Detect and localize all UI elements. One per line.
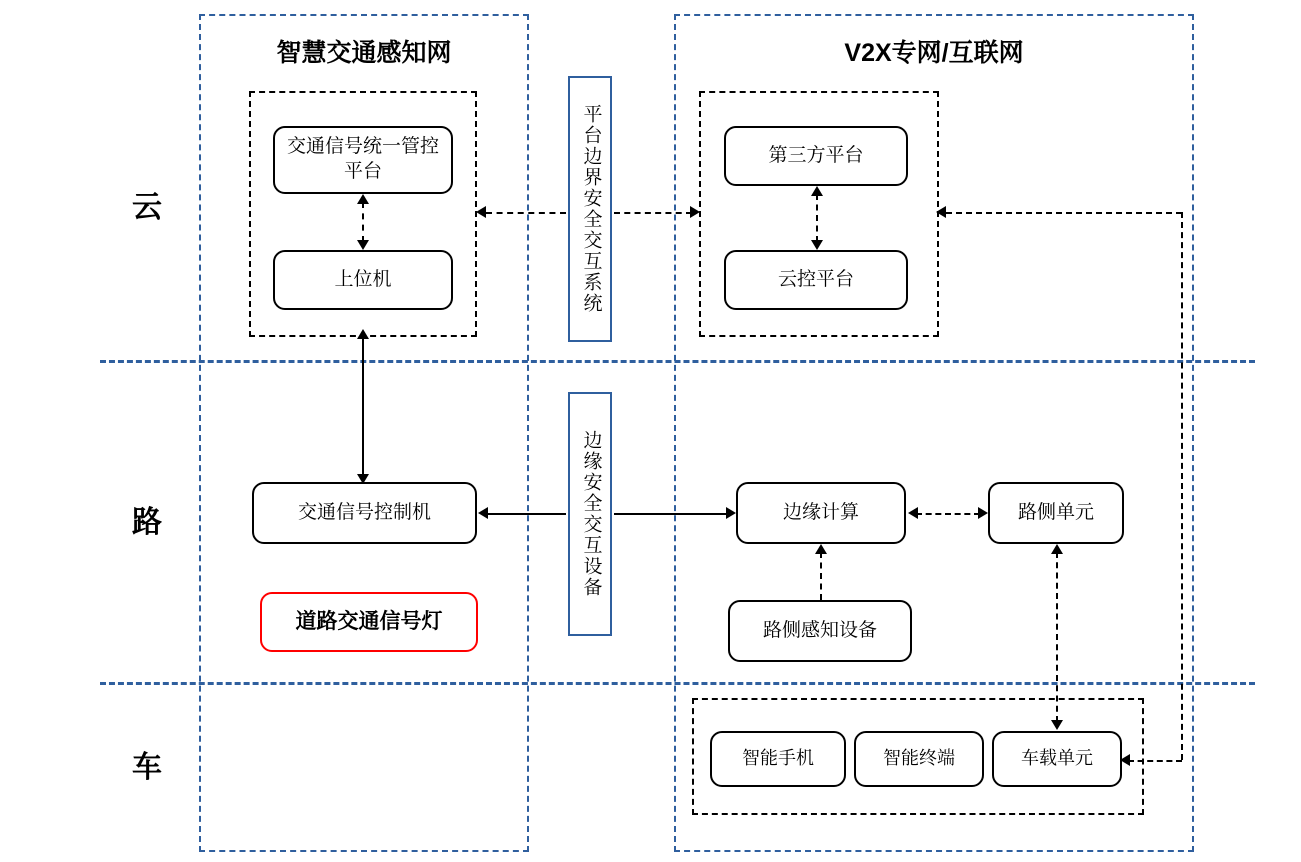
row-separator-road-vehicle bbox=[100, 682, 1255, 685]
connector-sensing-to-edge bbox=[820, 552, 822, 600]
arrowhead-edge-computing-right bbox=[726, 507, 736, 519]
connector-cloud-right-branch bbox=[946, 212, 1182, 214]
row-separator-cloud-road bbox=[100, 360, 1255, 363]
arrowhead-cloud-right-left bbox=[936, 206, 946, 218]
arrowhead-obu-left bbox=[1120, 754, 1130, 766]
node-onboard-unit[interactable]: 车载单元 bbox=[992, 731, 1122, 787]
node-smart-phone[interactable]: 智能手机 bbox=[710, 731, 846, 787]
arrowhead-obu-down bbox=[1051, 720, 1063, 730]
node-roadside-unit[interactable]: 路侧单元 bbox=[988, 482, 1124, 544]
arrowhead-rsu-up bbox=[1051, 544, 1063, 554]
node-traffic-light[interactable]: 道路交通信号灯 bbox=[260, 592, 478, 652]
row-label-road: 路 bbox=[132, 506, 162, 539]
gateway-edge-security[interactable]: 边缘安全交互设备 bbox=[568, 392, 612, 636]
arrowhead-host-up-solid bbox=[357, 329, 369, 339]
node-traffic-signal-platform[interactable]: 交通信号统一管控平台 bbox=[273, 126, 453, 194]
arrowhead-signal-controller-down bbox=[357, 474, 369, 484]
connector-platform-to-host bbox=[362, 202, 364, 242]
arrowhead-edge-bottom-up bbox=[815, 544, 827, 554]
arrowhead-cloudcontrol-down bbox=[811, 240, 823, 250]
connector-edge-gateway-to-controller bbox=[488, 513, 566, 515]
node-smart-terminal[interactable]: 智能终端 bbox=[854, 731, 984, 787]
node-third-party-platform[interactable]: 第三方平台 bbox=[724, 126, 908, 186]
connector-right-backbone-to-obu bbox=[1128, 760, 1182, 762]
connector-gateway-to-sensing-cloud bbox=[486, 212, 566, 214]
node-cloud-control-platform[interactable]: 云控平台 bbox=[724, 250, 908, 310]
connector-edge-gateway-to-edge-computing bbox=[614, 513, 728, 515]
node-host-computer[interactable]: 上位机 bbox=[273, 250, 453, 310]
arrowhead-controller-left bbox=[478, 507, 488, 519]
arrowhead-host-down bbox=[357, 240, 369, 250]
arrowhead-v2x-cloud-right bbox=[690, 206, 700, 218]
connector-gateway-to-v2x-cloud bbox=[614, 212, 692, 214]
row-label-cloud: 云 bbox=[132, 191, 162, 224]
arrowhead-edge-right-left bbox=[908, 507, 918, 519]
node-signal-controller[interactable]: 交通信号控制机 bbox=[252, 482, 477, 544]
column-title-v2x-network: V2X专网/互联网 bbox=[844, 39, 1024, 67]
connector-right-backbone-vertical bbox=[1181, 212, 1183, 760]
row-label-vehicle: 车 bbox=[132, 751, 162, 784]
node-roadside-sensing[interactable]: 路侧感知设备 bbox=[728, 600, 912, 662]
arrowhead-sensing-cloud-left bbox=[476, 206, 486, 218]
arrowhead-platform-up bbox=[357, 194, 369, 204]
arrowhead-thirdparty-up bbox=[811, 186, 823, 196]
connector-thirdparty-to-cloudcontrol bbox=[816, 194, 818, 242]
connector-host-to-signal-controller bbox=[362, 337, 364, 482]
column-title-sensing-network: 智慧交通感知网 bbox=[276, 39, 452, 67]
connector-edge-to-rsu bbox=[916, 513, 980, 515]
node-edge-computing[interactable]: 边缘计算 bbox=[736, 482, 906, 544]
arrowhead-rsu-right bbox=[978, 507, 988, 519]
connector-rsu-to-obu bbox=[1056, 552, 1058, 722]
gateway-platform-boundary[interactable]: 平台边界安全交互系统 bbox=[568, 76, 612, 342]
